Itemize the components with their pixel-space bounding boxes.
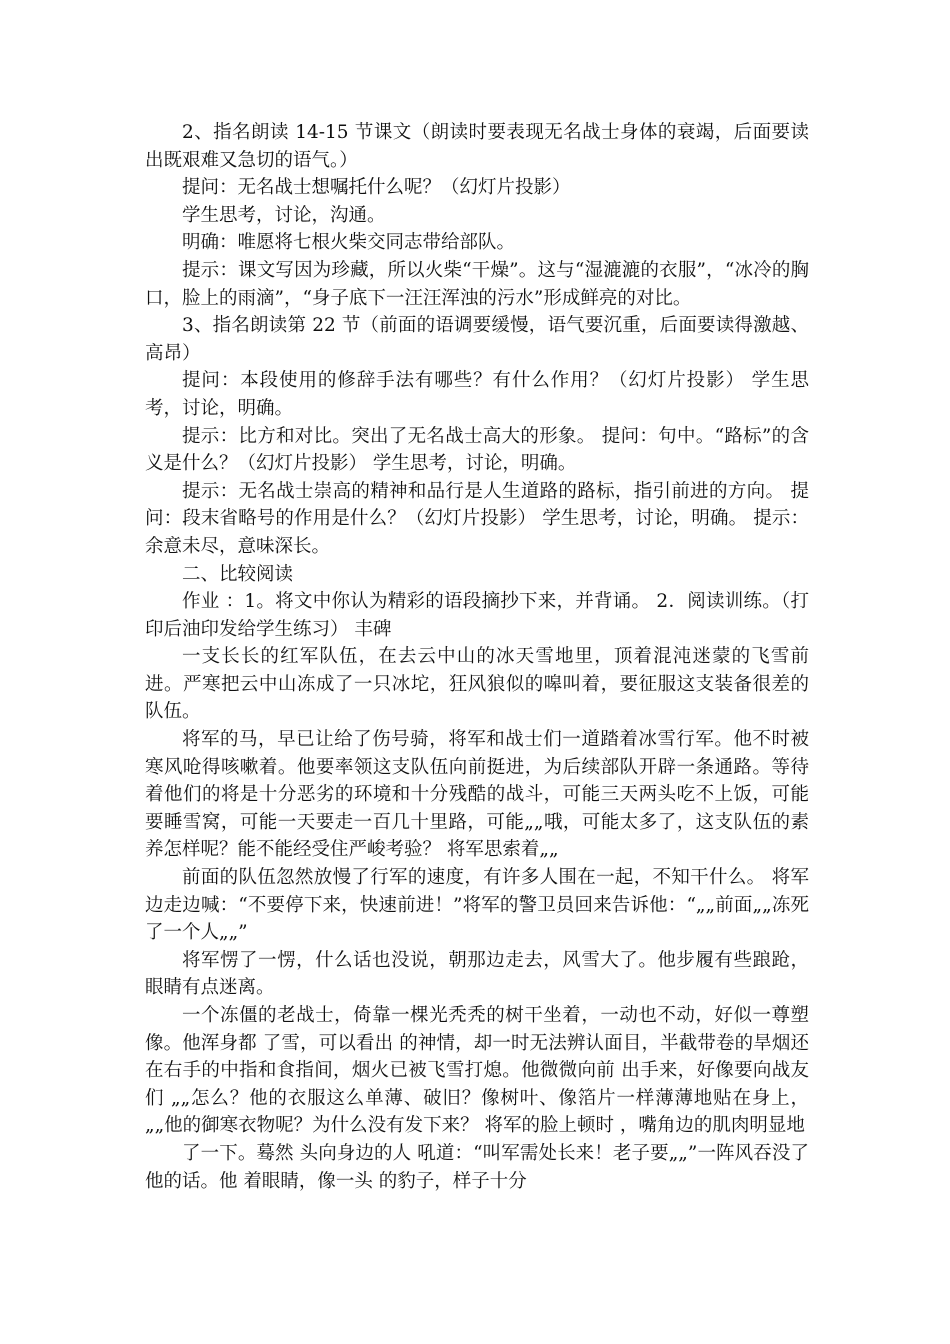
paragraph: 一个冻僵的老战士，倚靠一棵光秃秃的树干坐着，一动也不动，好似一尊塑像。他浑身都 了雪，可以看出 的神情，却一时无法辨认面目，半截带卷的旱烟还 在右手的中指和食指间，烟火已被飞雪打熄。他微微向前 出手来，好像要向战友们 „„怎么？他的衣服这么单薄、破旧？像树叶、像箔片一样薄薄地贴在身上，„„他的御寒衣物呢？为什么没有发下来？ 将军的脸上顿时 ，嘴角边的肌肉明显地 — [145, 1005, 809, 1137]
paragraph: 提问：本段使用的修辞手法有哪些？有什么作用？（幻灯片投影） 学生思考，讨论，明确。 — [145, 370, 809, 419]
paragraph: 3、指名朗读第 22 节（前面的语调要缓慢，语气要沉重，后面要读得激越、高昂） — [145, 315, 809, 364]
section-heading: 二、比较阅读 — [182, 563, 294, 585]
paragraph: 将军愣了一愣，什么话也没说，朝那边走去，风雪大了。他步履有些踉跄，眼睛有点迷离。 — [145, 949, 809, 999]
paragraph: 作业 ：1。将文中你认为精彩的语段摘抄下来，并背诵。 2．阅读训练。（打印后油印发给学生练习） 丰碑 — [145, 591, 809, 640]
paragraph: 明确：唯愿将七根火柴交同志带给部队。 — [182, 232, 516, 254]
paragraph: 提示：课文写因为珍藏，所以火柴“干燥”。这与“湿漉漉的衣服”，“冰冷的胸口，脸上的雨滴”，“身子底下一汪汪浑浊的污水”形成鲜亮的对比。 — [145, 259, 809, 309]
paragraph: 一支长长的红军队伍，在去云中山的冰天雪地里，顶着混沌迷蒙的飞雪前进。严寒把云中山冻成了一只冰坨，狂风狼似的嗥叫着，要征服这支装备很差的队伍。 — [145, 646, 809, 723]
paragraph: 提问：无名战士想嘱托什么呢？（幻灯片投影） — [182, 177, 571, 199]
paragraph: 提示：无名战士崇高的精神和品行是人生道路的路标，指引前进的方向。 提问：段末省略号的作用是什么？（幻灯片投影） 学生思考，讨论，明确。 提示：余意未尽，意味深长。 — [145, 480, 809, 557]
paragraph: 2、指名朗读 14-15 节课文（朗读时要表现无名战士身体的衰竭，后面要读出既艰难又急切的语气。） — [145, 122, 809, 171]
paragraph: 了一下。蓦然 头向身边的人 吼道：“叫军需处长来！老子要„„”一阵风吞没了他的话。他 着眼睛，像一头 的豹子，样子十分 — [145, 1142, 809, 1192]
paragraph: 提示：比方和对比。突出了无名战士高大的形象。 提问：句中。“路标”的含义是什么？（幻灯片投影） 学生思考，讨论，明确。 — [145, 425, 809, 475]
paragraph: 前面的队伍忽然放慢了行军的速度，有许多人围在一起，不知干什么。 将军边走边喊：“不要停下来，快速前进！”将军的警卫员回来告诉他：“„„前面„„冻死了一个人„„” — [145, 867, 809, 944]
paragraph: 将军的马，早已让给了伤号骑，将军和战士们一道踏着冰雪行军。他不时被寒风呛得咳嗽着。他要率领这支队伍向前挺进，为后续部队开辟一条通路。等待着他们的将是十分恶劣的环境和十分残酷的战斗，可能三天两头吃不上饭，可能要睡雪窝，可能一天要走一百几十里路，可能„„哦，可能太多了，这支队伍的素养怎样呢？能不能经受住严峻考验？ 将军思索着„„ — [145, 729, 809, 861]
paragraph: 学生思考，讨论，沟通。 — [182, 204, 386, 226]
document-body — [145, 119, 809, 1195]
